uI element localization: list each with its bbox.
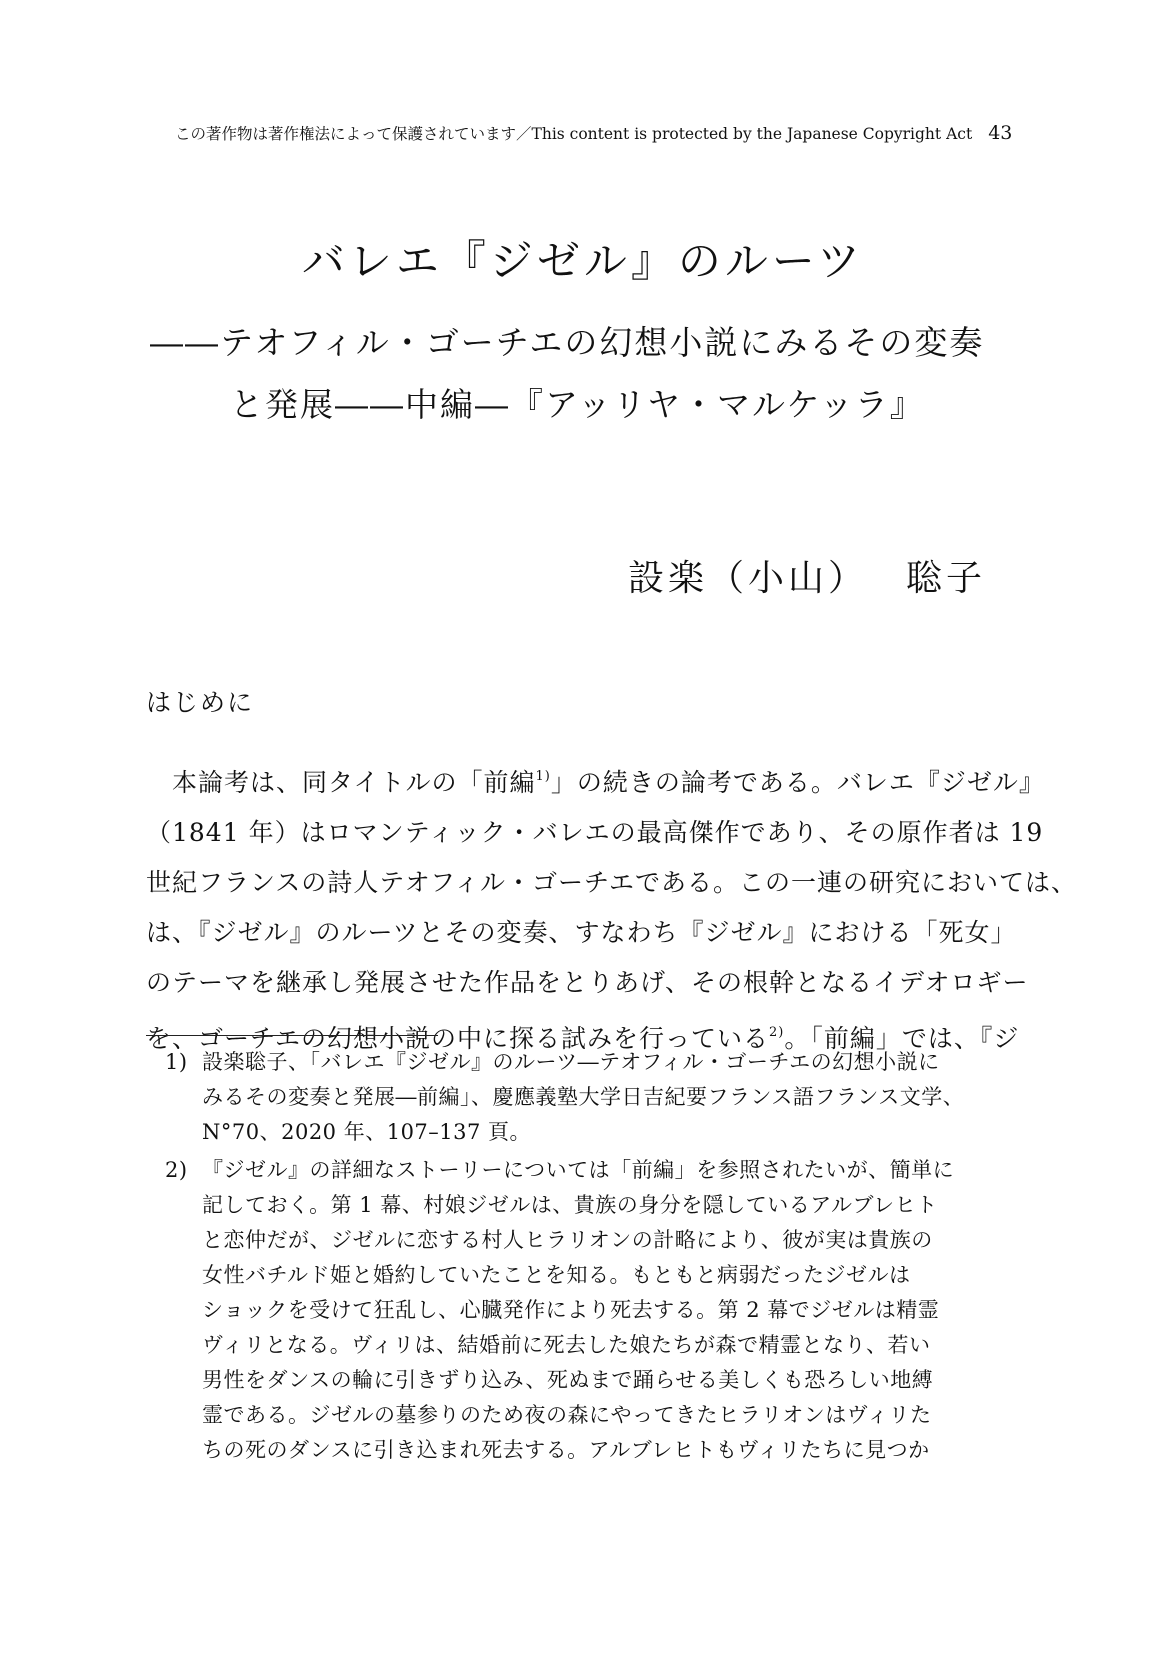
body-line: を、ゴーチエの幻想小説の中に探る試みを行っている$^{2)}$。「前編」では、『ジ [146,1024,1020,1053]
article-title: バレエ『ジゼル』のルーツ [301,237,865,287]
copyright-notice: この著作物は著作権法によって保護されています／This content is protected by the Japanese Copyright Act [175,125,973,143]
footnote-line: 女性バチルド姫と婚約していたことを知る。もともと病弱だったジゼルは [202,1263,911,1287]
footnote-line: 記しておく。第 1 幕、村娘ジゼルは、貴族の身分を隠しているアルブレヒト [202,1193,938,1217]
subtitle-line: と発展――中編―『アッリヤ・マルケッラ』 [230,385,925,424]
footnote-line: N°70、2020 年、107–137 頁。 [202,1120,532,1144]
author-family-name: 設楽（小山） [628,558,869,599]
footnote [165,1153,1005,1468]
footnote-line: 『ジゼル』の詳細なストーリーについては「前編」を参照されたいが、簡単に [202,1158,955,1182]
footnote-line: ちの死のダンスに引き込まれ死去する。アルブレヒトもヴィリたちに見つか [202,1438,930,1462]
author-given-name: 聡子 [906,558,987,599]
body-line: は、『ジゼル』のルーツとその変奏、すなわち『ジゼル』における「死女」 [146,918,1017,947]
footnote-separator [146,1035,438,1036]
footnote-line: と恋仲だが、ジゼルに恋する村人ヒラリオンの計略により、彼が実は貴族の [202,1228,933,1252]
footnotes [165,1045,1005,1471]
body-line: のテーマを継承し発展させた作品をとりあげ、その根幹となるイデオロギー [146,968,1029,997]
footnote-number: 1) [165,1050,188,1074]
body-line: 世紀フランスの詩人テオフィル・ゴーチエである。この一連の研究においては、 [146,868,1078,897]
body-line: 本論考は、同タイトルの「前編$^{1)}$」の続きの論考である。バレエ『ジゼル』 [146,768,1045,797]
article-subtitle [150,312,1050,436]
footnote-ref: 2) [769,1025,785,1040]
footnote-line: 男性をダンスの輪に引きずり込み、死ぬまで踊らせる美しくも恐ろしい地縛 [202,1368,934,1392]
footnote-number: 2) [165,1158,188,1182]
section-heading: はじめに [146,688,255,717]
author-name [628,550,986,601]
body-paragraph [146,752,1078,1064]
footnote-line: みるその変奏と発展―前編」、慶應義塾大学日吉紀要フランス語フランス文学、 [202,1085,965,1109]
footnote [165,1045,1005,1150]
running-header [175,122,1013,144]
footnote-line: 霊である。ジゼルの墓参りのため夜の森にやってきたヒラリオンはヴィリた [202,1403,932,1427]
subtitle-line: ――テオフィル・ゴーチエの幻想小説にみるその変奏 [150,323,985,362]
footnote-line: ヴィリとなる。ヴィリは、結婚前に死去した娘たちが森で精霊となり、若い [202,1333,931,1357]
footnote-line: ショックを受けて狂乱し、心臓発作により死去する。第 2 幕でジゼルは精霊 [202,1298,940,1322]
footnote-line: 設楽聡子、「バレエ『ジゼル』のルーツ―テオフィル・ゴーチエの幻想小説に [202,1050,940,1074]
footnote-ref: 1) [535,769,551,784]
page-number: 43 [988,122,1013,144]
body-line: （1841 年）はロマンティック・バレエの最高傑作であり、その原作者は 19 [146,818,1044,847]
